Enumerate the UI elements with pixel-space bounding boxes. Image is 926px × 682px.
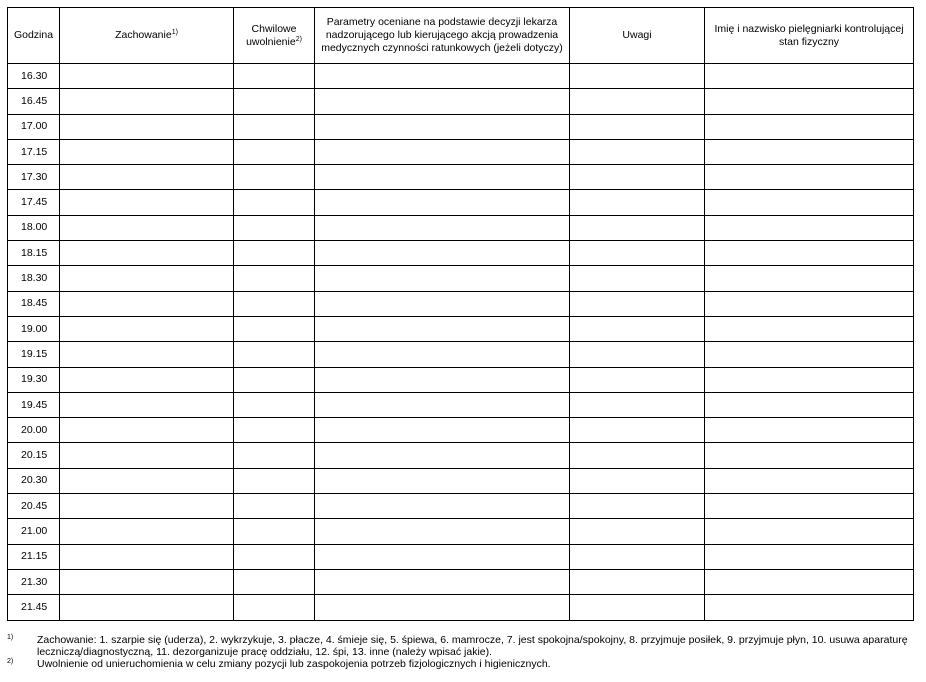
zachowanie-cell[interactable] (60, 139, 234, 164)
time-cell: 17.15 (8, 139, 60, 164)
table-row (8, 544, 914, 569)
header-uwagi: Uwagi (570, 8, 705, 64)
uwolnienie-cell[interactable] (234, 544, 315, 569)
pielegniarka-cell[interactable] (705, 139, 914, 164)
table-row (8, 241, 914, 266)
pielegniarka-cell[interactable] (705, 367, 914, 392)
table-row (8, 569, 914, 594)
time-cell: 18.30 (8, 266, 60, 291)
parametry-cell[interactable] (315, 64, 570, 89)
table-row (8, 392, 914, 417)
uwagi-cell[interactable] (570, 64, 705, 89)
zachowanie-cell[interactable] (60, 544, 234, 569)
table-row (8, 89, 914, 114)
parametry-cell[interactable] (315, 392, 570, 417)
uwagi-cell[interactable] (570, 519, 705, 544)
zachowanie-cell[interactable] (60, 342, 234, 367)
uwolnienie-cell[interactable] (234, 266, 315, 291)
uwolnienie-cell[interactable] (234, 241, 315, 266)
time-cell: 18.15 (8, 241, 60, 266)
uwolnienie-cell[interactable] (234, 89, 315, 114)
parametry-cell[interactable] (315, 291, 570, 316)
pielegniarka-cell[interactable] (705, 215, 914, 240)
table-row (8, 266, 914, 291)
pielegniarka-cell[interactable] (705, 165, 914, 190)
zachowanie-cell[interactable] (60, 468, 234, 493)
zachowanie-cell[interactable] (60, 316, 234, 341)
uwolnienie-cell[interactable] (234, 342, 315, 367)
zachowanie-cell[interactable] (60, 443, 234, 468)
uwolnienie-cell[interactable] (234, 418, 315, 443)
table-row (8, 342, 914, 367)
footnote-ref-2: 2) (295, 35, 302, 43)
parametry-cell[interactable] (315, 165, 570, 190)
uwolnienie-cell[interactable] (234, 468, 315, 493)
time-cell: 20.15 (8, 443, 60, 468)
uwolnienie-cell[interactable] (234, 443, 315, 468)
zachowanie-cell[interactable] (60, 367, 234, 392)
time-cell: 19.15 (8, 342, 60, 367)
uwolnienie-cell[interactable] (234, 64, 315, 89)
pielegniarka-cell[interactable] (705, 266, 914, 291)
uwagi-cell[interactable] (570, 291, 705, 316)
time-cell: 21.30 (8, 569, 60, 594)
uwagi-cell[interactable] (570, 165, 705, 190)
table-body (8, 64, 914, 621)
header-parametry: Parametry oceniane na podstawie decyzji lekarza nadzorującego lub kierującego akcją prowadzenia medycznych czynności ratunkowych (jeżeli dotyczy) (315, 8, 570, 64)
footnote-1 (7, 634, 913, 658)
uwolnienie-cell[interactable] (234, 569, 315, 594)
time-cell: 16.30 (8, 64, 60, 89)
uwagi-cell[interactable] (570, 316, 705, 341)
footnote-mark: 2) (7, 658, 14, 665)
parametry-cell[interactable] (315, 114, 570, 139)
uwolnienie-cell[interactable] (234, 392, 315, 417)
parametry-cell[interactable] (315, 494, 570, 519)
observation-form (7, 7, 913, 621)
table-row (8, 64, 914, 89)
time-cell: 20.45 (8, 494, 60, 519)
zachowanie-cell[interactable] (60, 291, 234, 316)
header-zachowanie: Zachowanie$^{1)}$ (60, 8, 234, 64)
parametry-cell[interactable] (315, 241, 570, 266)
pielegniarka-cell[interactable] (705, 241, 914, 266)
parametry-cell[interactable] (315, 139, 570, 164)
pielegniarka-cell[interactable] (705, 342, 914, 367)
table-row (8, 291, 914, 316)
uwagi-cell[interactable] (570, 468, 705, 493)
parametry-cell[interactable] (315, 367, 570, 392)
pielegniarka-cell[interactable] (705, 418, 914, 443)
footnote-2 (7, 658, 913, 670)
time-cell: 21.15 (8, 544, 60, 569)
observation-table (7, 7, 914, 621)
uwolnienie-cell[interactable] (234, 139, 315, 164)
zachowanie-cell[interactable] (60, 392, 234, 417)
time-cell: 16.45 (8, 89, 60, 114)
uwagi-cell[interactable] (570, 544, 705, 569)
header-godzina: Godzina (8, 8, 60, 64)
parametry-cell[interactable] (315, 519, 570, 544)
table-row (8, 114, 914, 139)
uwagi-cell[interactable] (570, 342, 705, 367)
parametry-cell[interactable] (315, 418, 570, 443)
parametry-cell[interactable] (315, 569, 570, 594)
uwagi-cell[interactable] (570, 595, 705, 620)
time-cell: 21.45 (8, 595, 60, 620)
footnote-mark: 1) (7, 634, 14, 641)
zachowanie-cell[interactable] (60, 418, 234, 443)
table-row (8, 215, 914, 240)
uwagi-cell[interactable] (570, 114, 705, 139)
time-cell: 18.45 (8, 291, 60, 316)
pielegniarka-cell[interactable] (705, 494, 914, 519)
parametry-cell[interactable] (315, 266, 570, 291)
zachowanie-cell[interactable] (60, 266, 234, 291)
pielegniarka-cell[interactable] (705, 595, 914, 620)
parametry-cell[interactable] (315, 190, 570, 215)
uwolnienie-cell[interactable] (234, 165, 315, 190)
time-cell: 17.00 (8, 114, 60, 139)
uwolnienie-cell[interactable] (234, 316, 315, 341)
time-cell: 19.45 (8, 392, 60, 417)
zachowanie-cell[interactable] (60, 241, 234, 266)
table-row (8, 190, 914, 215)
zachowanie-cell[interactable] (60, 595, 234, 620)
zachowanie-cell[interactable] (60, 215, 234, 240)
table-row (8, 316, 914, 341)
uwolnienie-cell[interactable] (234, 215, 315, 240)
pielegniarka-cell[interactable] (705, 569, 914, 594)
time-cell: 17.45 (8, 190, 60, 215)
uwolnienie-cell[interactable] (234, 291, 315, 316)
uwolnienie-cell[interactable] (234, 190, 315, 215)
parametry-cell[interactable] (315, 443, 570, 468)
parametry-cell[interactable] (315, 89, 570, 114)
pielegniarka-cell[interactable] (705, 190, 914, 215)
parametry-cell[interactable] (315, 595, 570, 620)
table-row (8, 494, 914, 519)
uwagi-cell[interactable] (570, 418, 705, 443)
zachowanie-cell[interactable] (60, 519, 234, 544)
uwagi-cell[interactable] (570, 494, 705, 519)
pielegniarka-cell[interactable] (705, 316, 914, 341)
pielegniarka-cell[interactable] (705, 468, 914, 493)
table-row (8, 139, 914, 164)
header-pielegniarka: Imię i nazwisko pielęgniarki kontrolującej stan fizyczny (705, 8, 914, 64)
uwagi-cell[interactable] (570, 241, 705, 266)
table-row (8, 418, 914, 443)
time-cell: 19.30 (8, 367, 60, 392)
time-cell: 20.30 (8, 468, 60, 493)
pielegniarka-cell[interactable] (705, 114, 914, 139)
table-row (8, 468, 914, 493)
zachowanie-cell[interactable] (60, 494, 234, 519)
pielegniarka-cell[interactable] (705, 291, 914, 316)
uwagi-cell[interactable] (570, 89, 705, 114)
table-row (8, 367, 914, 392)
zachowanie-cell[interactable] (60, 64, 234, 89)
uwagi-cell[interactable] (570, 266, 705, 291)
uwagi-cell[interactable] (570, 569, 705, 594)
footnote-text: Zachowanie: 1. szarpie się (uderza), 2. wykrzykuje, 3. płacze, 4. śmieje się, 5. śpiewa, 6. mamrocze, 7. jest spokojna/spokojny, 8. przyjmuje posiłek, 9. przyjmuje płyn, 10. usuwa aparaturę leczniczą/diagnostyczną, 11. dezorganizuje pracę oddziału, 12. śpi, 13. inne (należy wpisać jakie). (37, 634, 908, 658)
zachowanie-cell[interactable] (60, 89, 234, 114)
zachowanie-cell[interactable] (60, 190, 234, 215)
uwagi-cell[interactable] (570, 443, 705, 468)
pielegniarka-cell[interactable] (705, 519, 914, 544)
pielegniarka-cell[interactable] (705, 392, 914, 417)
time-cell: 18.00 (8, 215, 60, 240)
pielegniarka-cell[interactable] (705, 89, 914, 114)
uwolnienie-cell[interactable] (234, 519, 315, 544)
uwagi-cell[interactable] (570, 139, 705, 164)
parametry-cell[interactable] (315, 215, 570, 240)
zachowanie-cell[interactable] (60, 114, 234, 139)
parametry-cell[interactable] (315, 468, 570, 493)
uwagi-cell[interactable] (570, 367, 705, 392)
time-cell: 19.00 (8, 316, 60, 341)
uwolnienie-cell[interactable] (234, 367, 315, 392)
table-row (8, 443, 914, 468)
uwolnienie-cell[interactable] (234, 114, 315, 139)
time-cell: 20.00 (8, 418, 60, 443)
pielegniarka-cell[interactable] (705, 443, 914, 468)
footnotes (7, 634, 913, 670)
footnote-ref-1: 1) (171, 29, 178, 36)
uwagi-cell[interactable] (570, 392, 705, 417)
uwagi-cell[interactable] (570, 190, 705, 215)
parametry-cell[interactable] (315, 544, 570, 569)
table-row (8, 595, 914, 620)
zachowanie-cell[interactable] (60, 569, 234, 594)
header-chwilowe-uwolnienie: Chwilowe uwolnienie$^{2)}$ (234, 8, 315, 64)
footnote-text: Uwolnienie od unieruchomienia w celu zmiany pozycji lub zaspokojenia potrzeb fizjologicznych i higienicznych. (37, 658, 551, 670)
uwolnienie-cell[interactable] (234, 595, 315, 620)
time-cell: 21.00 (8, 519, 60, 544)
header-row (8, 8, 914, 64)
parametry-cell[interactable] (315, 316, 570, 341)
uwagi-cell[interactable] (570, 215, 705, 240)
time-cell: 17.30 (8, 165, 60, 190)
pielegniarka-cell[interactable] (705, 544, 914, 569)
table-row (8, 519, 914, 544)
table-row (8, 165, 914, 190)
parametry-cell[interactable] (315, 342, 570, 367)
uwolnienie-cell[interactable] (234, 494, 315, 519)
pielegniarka-cell[interactable] (705, 64, 914, 89)
zachowanie-cell[interactable] (60, 165, 234, 190)
